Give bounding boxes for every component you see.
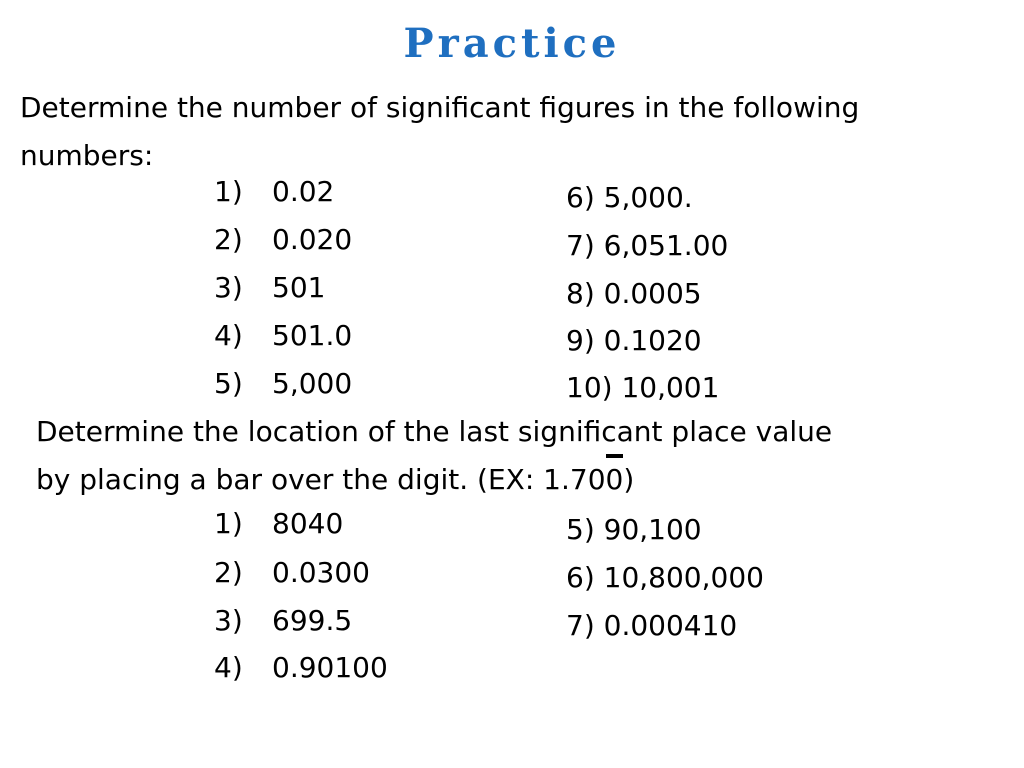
list-item-number: 4) xyxy=(214,319,243,352)
instruction-2-line-2 xyxy=(36,462,634,498)
list-item: 5) 90,100 xyxy=(566,513,702,546)
slide-title: Practice xyxy=(403,20,621,67)
list-item: 6) 10,800,000 xyxy=(566,561,764,594)
list-item: 7) 0.000410 xyxy=(566,609,738,642)
list-item-value: 5,000 xyxy=(272,367,353,400)
list-item-number: 5) xyxy=(214,367,243,400)
list-item: 10) 10,001 xyxy=(566,371,720,404)
list-item-value: 0.90100 xyxy=(272,651,388,684)
instruction-1-line-1: Determine the number of significant figures in the following xyxy=(20,91,860,124)
instruction-2-line-1: Determine the location of the last significant place value xyxy=(36,415,833,448)
list-item-number: 1) xyxy=(214,507,243,540)
list-item-value: 0.02 xyxy=(272,175,335,208)
list-item-value: 699.5 xyxy=(272,604,353,637)
instruction-2-line-2-end: ) xyxy=(623,463,635,496)
list-item-number: 2) xyxy=(214,556,243,589)
list-item-value: 8040 xyxy=(272,507,344,540)
list-item-value: 0.020 xyxy=(272,223,353,256)
instruction-2-line-2-text: by placing a bar over the digit. (EX: 1.70 xyxy=(36,463,606,496)
list-item-number: 2) xyxy=(214,223,243,256)
list-item-number: 3) xyxy=(214,604,243,637)
list-item-number: 4) xyxy=(214,651,243,684)
list-item-value: 501 xyxy=(272,271,326,304)
instruction-1-line-2: numbers: xyxy=(20,139,154,172)
list-item-number: 1) xyxy=(214,175,243,208)
list-item: 6) 5,000. xyxy=(566,181,693,214)
list-item: 8) 0.0005 xyxy=(566,277,702,310)
list-item-value: 501.0 xyxy=(272,319,353,352)
barred-digit-example: 0 xyxy=(605,463,624,496)
list-item: 9) 0.1020 xyxy=(566,324,702,357)
list-item: 7) 6,051.00 xyxy=(566,229,729,262)
list-item-value: 0.0300 xyxy=(272,556,370,589)
list-item-number: 3) xyxy=(214,271,243,304)
